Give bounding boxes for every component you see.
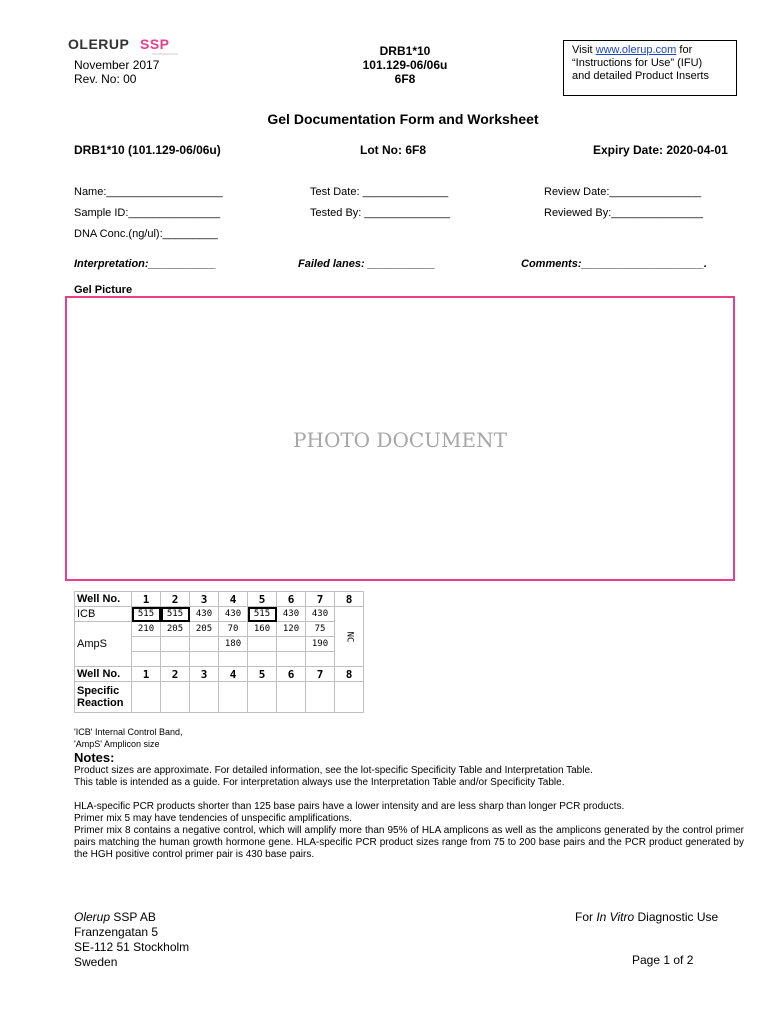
amps-cell: 210 (132, 622, 161, 637)
specific-label-line-2: Reaction (77, 697, 124, 709)
address-street: Franzengatan 5 (74, 925, 159, 939)
notes-heading: Notes: (74, 750, 115, 765)
page-title: Gel Documentation Form and Worksheet (267, 111, 539, 127)
well-label-2: Well No. (75, 667, 132, 682)
legend-icb: 'ICB' Internal Control Band, (74, 727, 183, 737)
header-product (330, 44, 480, 86)
table-legend (74, 726, 183, 750)
header-product-lot: 6F8 (394, 72, 416, 86)
gel-picture-label: Gel Picture (74, 284, 133, 296)
amps-cell (306, 652, 335, 667)
amps-cell (190, 637, 219, 652)
note-paragraph: HLA-specific PCR products shorter than 125 base pairs have a lower intensity and are less sharp than longer PCR products. (74, 801, 625, 812)
visit-box (563, 40, 737, 96)
icb-cell: 430 (190, 607, 219, 622)
visit-line-3: and detailed Product Inserts (572, 70, 709, 82)
comments-field[interactable]: Comments:____________________. (521, 258, 707, 270)
amps-cell (277, 637, 306, 652)
icb-label: ICB (75, 607, 132, 622)
reviewed-by-field[interactable]: Reviewed By:_______________ (544, 207, 704, 219)
amps-cell (161, 637, 190, 652)
footer-address (74, 910, 189, 970)
amps-cell: 120 (277, 622, 306, 637)
note-paragraph: This table is intended as a guide. For interpretation always use the Interpretation Table and/or Specificity Table. (74, 777, 565, 788)
icb-cell: 515 (161, 607, 190, 622)
amps-cell (132, 652, 161, 667)
specific-label-line-1: Specific (77, 685, 120, 697)
table-row (75, 607, 364, 622)
company-name-rest: SSP AB (110, 910, 156, 924)
visit-link[interactable]: www.olerup.com (595, 44, 677, 56)
table-row (75, 667, 364, 682)
amps-cell: 180 (219, 637, 248, 652)
amps-cell (161, 652, 190, 667)
address-country: Sweden (74, 955, 118, 969)
header-date: November 2017 (74, 58, 160, 72)
amps-cell (219, 652, 248, 667)
amps-cell (132, 637, 161, 652)
well-number: 1 (132, 592, 161, 607)
photo-placeholder: PHOTO DOCUMENT (293, 428, 507, 452)
specific-reaction-label (75, 682, 132, 713)
name-field[interactable]: Name:___________________ (74, 186, 223, 198)
amps-cell: 75 (306, 622, 335, 637)
wells-table (74, 591, 364, 713)
well-number: 6 (277, 667, 306, 682)
specific-reaction-cell[interactable] (306, 682, 335, 713)
specific-reaction-cell[interactable] (277, 682, 306, 713)
header-left (74, 58, 159, 86)
amps-label: AmpS (75, 622, 132, 667)
amps-cell: 160 (248, 622, 277, 637)
specific-reaction-cell[interactable] (190, 682, 219, 713)
well-number: 4 (219, 592, 248, 607)
note-paragraph: Product sizes are approximate. For detailed information, see the lot-specific Specificity Table and Interpretation Table. (74, 765, 593, 776)
tested-by-field[interactable]: Tested By: ______________ (310, 207, 451, 219)
sample-id-field[interactable]: Sample ID:_______________ (74, 207, 221, 219)
well-number: 8 (335, 592, 364, 607)
table-row (75, 622, 364, 637)
meta-product: DRB1*10 (101.129-06/06u) (74, 143, 221, 157)
amps-cell: 205 (190, 622, 219, 637)
amps-cell: 70 (219, 622, 248, 637)
amps-cell (277, 652, 306, 667)
icb-cell: 515 (248, 607, 277, 622)
interpretation-field[interactable]: Interpretation:___________ (74, 258, 216, 270)
well-number: 3 (190, 667, 219, 682)
well-label: Well No. (75, 592, 132, 607)
well-number: 3 (190, 592, 219, 607)
ivd-suffix: Diagnostic Use (634, 910, 719, 924)
page-number: Page 1 of 2 (632, 953, 694, 967)
note-paragraph: Primer mix 5 may have tendencies of unspecific amplifications. (74, 813, 352, 824)
well-number: 1 (132, 667, 161, 682)
amps-cell (248, 637, 277, 652)
visit-line-2: “Instructions for Use” (IFU) (572, 57, 703, 69)
review-date-field[interactable]: Review Date:_______________ (544, 186, 702, 198)
visit-suffix: for (676, 44, 693, 56)
well-number: 7 (306, 592, 335, 607)
header-product-name: DRB1*10 (379, 44, 431, 58)
legend-amps: 'AmpS' Amplicon size (74, 739, 160, 749)
ivd-italic: In Vitro (596, 910, 635, 924)
ivd-prefix: For (575, 910, 597, 924)
header-product-code: 101.129-06/06u (362, 58, 448, 72)
nc-cell (335, 607, 364, 667)
well-number: 2 (161, 667, 190, 682)
amps-cell (248, 652, 277, 667)
specific-reaction-cell[interactable] (248, 682, 277, 713)
failed-lanes-field[interactable]: Failed lanes: ___________ (298, 258, 435, 270)
nc-label: NC (344, 631, 354, 642)
table-row (75, 592, 364, 607)
ivd-statement (575, 910, 718, 924)
photo-document-area[interactable] (65, 296, 735, 581)
svg-text:OLERUP: OLERUP (68, 36, 130, 52)
note-paragraph: Primer mix 8 contains a negative control, which will amplify more than 95% of HLA amplicons as well as the amplicons generated by the control primer pairs matching the human growth hormone gene. HLA-specific PCR product sizes range from 75 to 200 base pairs and the PCR product generated by the HGH positive control primer pair is 430 base pairs. (74, 825, 744, 860)
amps-cell: 205 (161, 622, 190, 637)
specific-reaction-cell[interactable] (161, 682, 190, 713)
test-date-field[interactable]: Test Date: ______________ (310, 186, 449, 198)
amps-cell: 190 (306, 637, 335, 652)
well-number: 5 (248, 592, 277, 607)
well-number: 6 (277, 592, 306, 607)
visit-prefix: Visit (572, 44, 596, 56)
notes-body (74, 765, 744, 861)
dna-conc-field[interactable]: DNA Conc.(ng/ul):_________ (74, 228, 218, 240)
icb-cell: 430 (277, 607, 306, 622)
meta-expiry: Expiry Date: 2020-04-01 (593, 143, 728, 157)
address-city: SE-112 51 Stockholm (74, 940, 190, 954)
amps-cell (190, 652, 219, 667)
well-number: 7 (306, 667, 335, 682)
specific-reaction-cell[interactable] (219, 682, 248, 713)
header-rev: Rev. No: 00 (74, 72, 137, 86)
table-row (75, 682, 364, 713)
company-name-italic: Olerup (74, 910, 111, 924)
well-number: 2 (161, 592, 190, 607)
well-number: 5 (248, 667, 277, 682)
svg-text:SSP: SSP (140, 36, 170, 52)
olerup-logo (68, 36, 208, 58)
icb-cell: 515 (132, 607, 161, 622)
well-number: 4 (219, 667, 248, 682)
icb-cell: 430 (219, 607, 248, 622)
specific-reaction-cell[interactable] (335, 682, 364, 713)
meta-lot: Lot No: 6F8 (360, 143, 426, 157)
specific-reaction-cell[interactable] (132, 682, 161, 713)
icb-cell: 430 (306, 607, 335, 622)
well-number: 8 (335, 667, 364, 682)
